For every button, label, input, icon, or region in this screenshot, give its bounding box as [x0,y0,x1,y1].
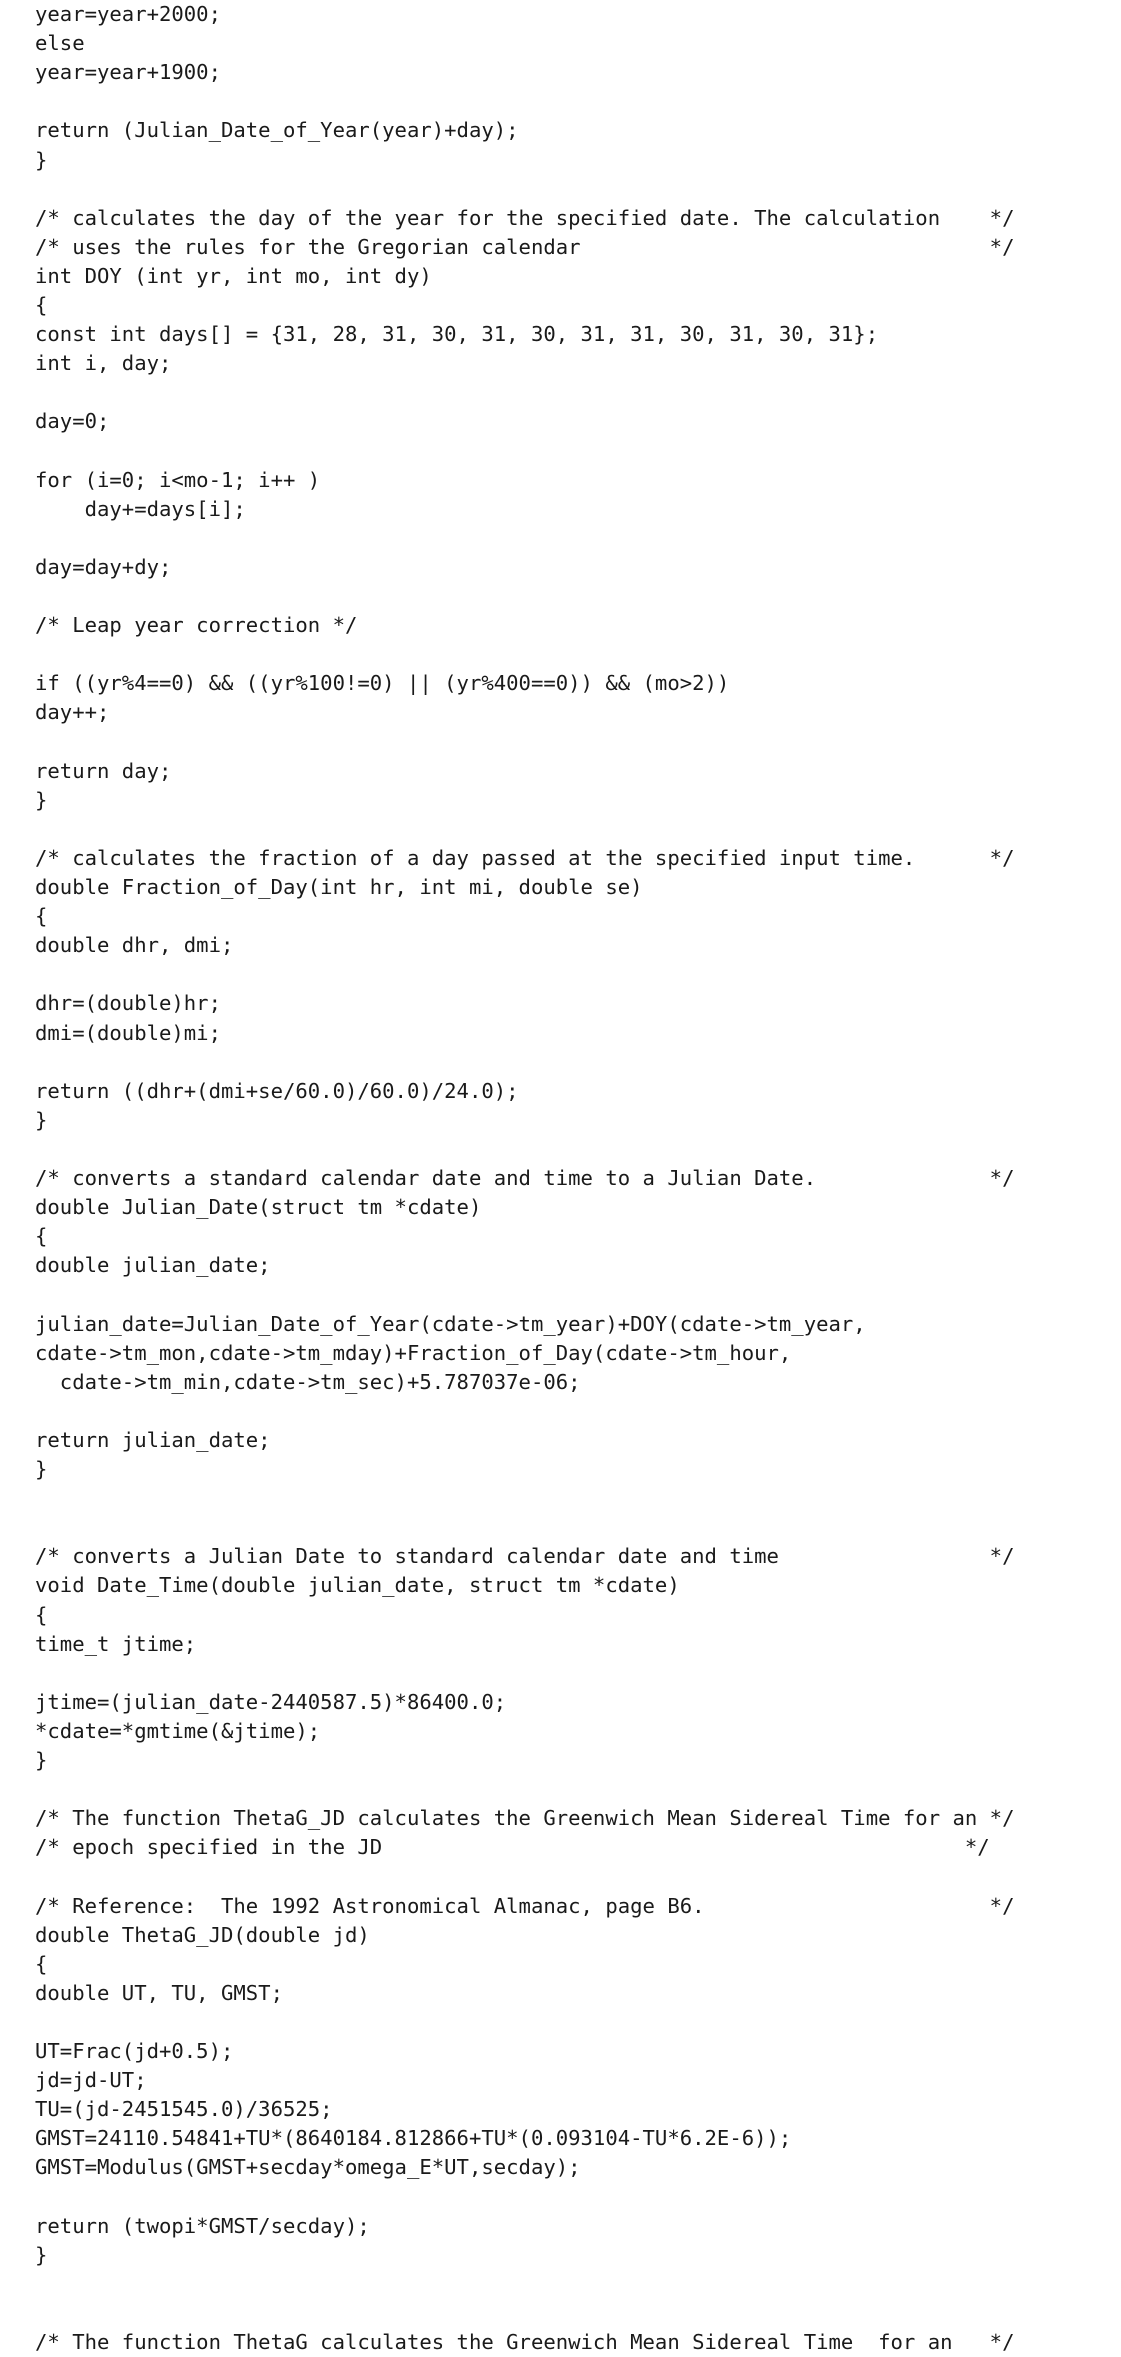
code-line: { [35,904,48,929]
code-line: { [35,1951,48,1976]
code-line: dhr=(double)hr; [35,991,221,1016]
code-line: { [35,293,48,317]
code-line: for (i=0; i<mo-1; i++ ) [35,467,321,492]
code-line: return day; [35,758,172,783]
code-line: GMST=Modulus(GMST+secday*omega_E*UT,secday); [35,2155,581,2180]
code-line: } [35,787,48,812]
code-line: /* epoch specified in the JD */ [35,1835,990,1860]
code-line: } [35,1107,48,1132]
code-line: double UT, TU, GMST; [35,1980,283,2005]
code-line: } [35,2242,48,2267]
code-line: jtime=(julian_date-2440587.5)*86400.0; [35,1689,507,1714]
code-line: /* The function ThetaG_JD calculates the Greenwich Mean Sidereal Time for an */ [35,1806,1015,1831]
code-line: julian_date=Julian_Date_of_Year(cdate->tm_year)+DOY(cdate->tm_year, [35,1311,866,1336]
code-line: else [35,31,85,56]
code-line: /* Reference: The 1992 Astronomical Almanac, page B6. */ [35,1893,1015,1918]
code-line: day=day+dy; [35,554,172,579]
code-line: /* uses the rules for the Gregorian calendar */ [35,234,1015,259]
code-line: year=year+2000; [35,2,221,26]
code-line: { [35,1602,48,1627]
code-line: /* The function ThetaG calculates the Greenwich Mean Sidereal Time for an */ [35,2330,1015,2354]
code-line: } [35,1748,48,1772]
code-line: cdate->tm_min,cdate->tm_sec)+5.787037e-06; [35,1369,581,1394]
code-line: dmi=(double)mi; [35,1020,221,1045]
code-line: cdate->tm_mon,cdate->tm_mday)+Fraction_of_Day(cdate->tm_hour, [35,1340,792,1365]
code-line: /* converts a standard calendar date and time to a Julian Date. */ [35,1166,1015,1190]
code-line: double Fraction_of_Day(int hr, int mi, double se) [35,875,643,899]
code-line: day++; [35,700,110,725]
code-line: } [35,1457,48,1481]
code-line: int i, day; [35,351,172,376]
code-line: return julian_date; [35,1427,271,1452]
code-line: double dhr, dmi; [35,933,234,958]
code-line: if ((yr%4==0) && ((yr%100!=0) || (yr%400==0)) && (mo>2)) [35,671,730,696]
code-line: } [35,147,48,172]
code-line: double ThetaG_JD(double jd) [35,1922,370,1947]
code-line: return ((dhr+(dmi+se/60.0)/60.0)/24.0); [35,1078,519,1103]
code-line: return (twopi*GMST/secday); [35,2213,370,2238]
code-line: jd=jd-UT; [35,2068,147,2093]
code-line: day=0; [35,409,110,434]
code-line: const int days[] = {31, 28, 31, 30, 31, 30, 31, 31, 30, 31, 30, 31}; [35,322,879,347]
code-line: *cdate=*gmtime(&jtime); [35,1718,321,1743]
code-line: day+=days[i]; [35,496,246,521]
code-line: /* calculates the fraction of a day passed at the specified input time. */ [35,845,1015,870]
code-line: double julian_date; [35,1253,271,1278]
code-line: void Date_Time(double julian_date, struct tm *cdate) [35,1573,680,1598]
code-line: time_t jtime; [35,1631,197,1656]
code-line: TU=(jd-2451545.0)/36525; [35,2097,333,2122]
code-line: year=year+1900; [35,60,221,85]
code-line: return (Julian_Date_of_Year(year)+day); [35,118,519,143]
code-line: /* calculates the day of the year for the specified date. The calculation */ [35,205,1015,230]
code-line: /* Leap year correction */ [35,613,358,638]
code-line: { [35,1224,48,1249]
code-line: /* converts a Julian Date to standard calendar date and time */ [35,1544,1015,1569]
code-line: UT=Frac(jd+0.5); [35,2039,234,2063]
code-line: double Julian_Date(struct tm *cdate) [35,1195,482,1220]
code-line: int DOY (int yr, int mo, int dy) [35,263,432,288]
code-line: GMST=24110.54841+TU*(8640184.812866+TU*(0.093104-TU*6.2E-6)); [35,2126,792,2151]
